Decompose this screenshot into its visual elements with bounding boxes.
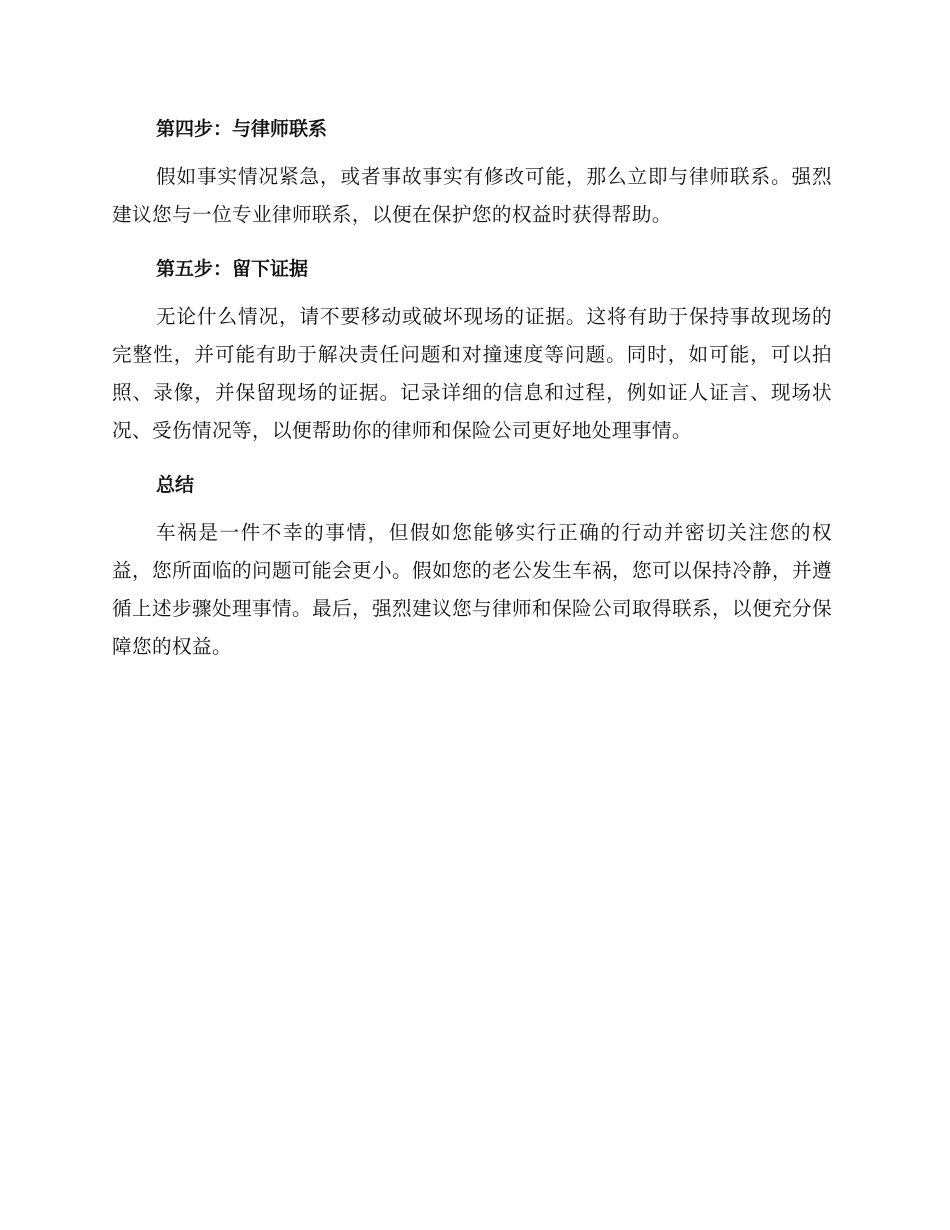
section-paragraph: 无论什么情况，请不要移动或破坏现场的证据。这将有助于保持事故现场的完整性，并可能有助于解决责任问题和对撞速度等问题。同时，如可能，可以拍照、录像，并保留现场的证据。记录详细的信息和过程，例如证人证言、现场状况、受伤情况等，以便帮助你的律师和保险公司更好地处理事情。	[112, 305, 832, 442]
section-step-four	[112, 112, 832, 234]
section-paragraph: 车祸是一件不幸的事情，但假如您能够实行正确的行动并密切关注您的权益，您所面临的问题可能会更小。假如您的老公发生车祸，您可以保持冷静，并遵循上述步骤处理事情。最后，强烈建议您与律师和保险公司取得联系，以便充分保障您的权益。	[112, 521, 832, 658]
section-step-five	[112, 252, 832, 450]
section-heading: 第五步：留下证据	[156, 258, 309, 280]
section-paragraph: 假如事实情况紧急，或者事故事实有修改可能，那么立即与律师联系。强烈建议您与一位专业律师联系，以便在保护您的权益时获得帮助。	[112, 165, 832, 226]
section-summary	[112, 468, 832, 666]
section-heading: 第四步：与律师联系	[156, 118, 328, 140]
section-heading: 总结	[156, 474, 195, 496]
document-page	[112, 112, 832, 684]
